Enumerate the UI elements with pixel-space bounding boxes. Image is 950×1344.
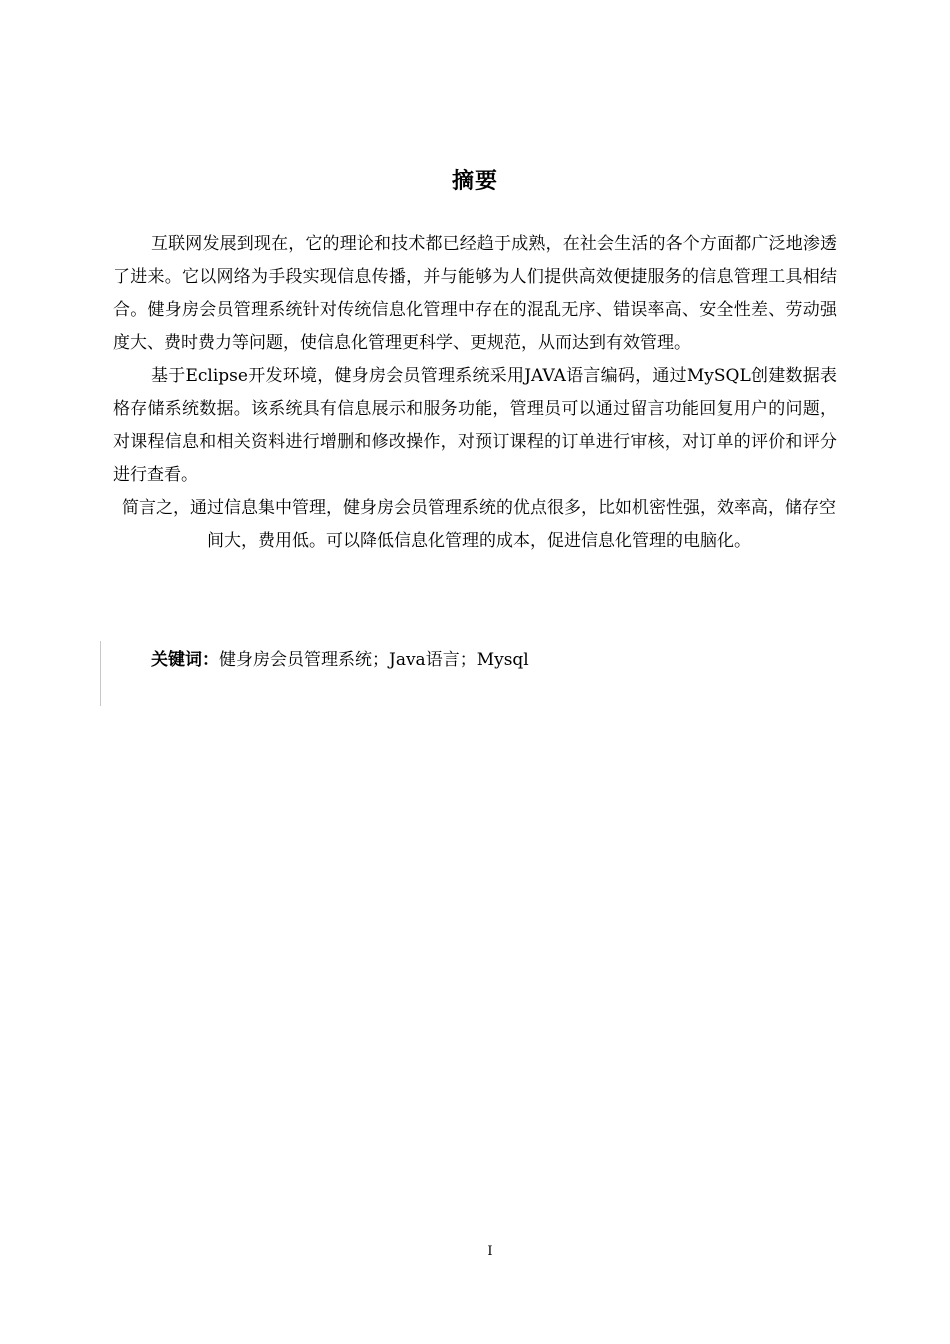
abstract-paragraph-2: 基于Eclipse开发环境，健身房会员管理系统采用JAVA语言编码，通过MySQL创建数据表格存储系统数据。该系统具有信息展示和服务功能，管理员可以通过留言功能回复用户的问题，对课程信息和相关资料进行增删和修改操作，对预订课程的订单进行审核，对订单的评价和评分进行查看。 <box>113 366 837 485</box>
keywords-label: 关键词： <box>151 650 219 670</box>
margin-rule <box>100 641 101 706</box>
abstract-body <box>113 228 837 558</box>
page-number: I <box>487 1244 493 1259</box>
abstract-paragraph-3: 简言之，通过信息集中管理，健身房会员管理系统的优点很多，比如机密性强，效率高，储存空间大，费用低。可以降低信息化管理的成本，促进信息化管理的电脑化。 <box>122 498 836 551</box>
abstract-paragraph-1: 互联网发展到现在，它的理论和技术都已经趋于成熟，在社会生活的各个方面都广泛地渗透了进来。它以网络为手段实现信息传播，并与能够为人们提供高效便捷服务的信息管理工具相结合。健身房会员管理系统针对传统信息化管理中存在的混乱无序、错误率高、安全性差、劳动强度大、费时费力等问题，使信息化管理更科学、更规范，从而达到有效管理。 <box>113 234 837 353</box>
keywords-value: 健身房会员管理系统；Java语言；Mysql <box>219 650 529 670</box>
abstract-title: 摘要 <box>451 169 498 194</box>
keywords-line <box>151 645 529 675</box>
